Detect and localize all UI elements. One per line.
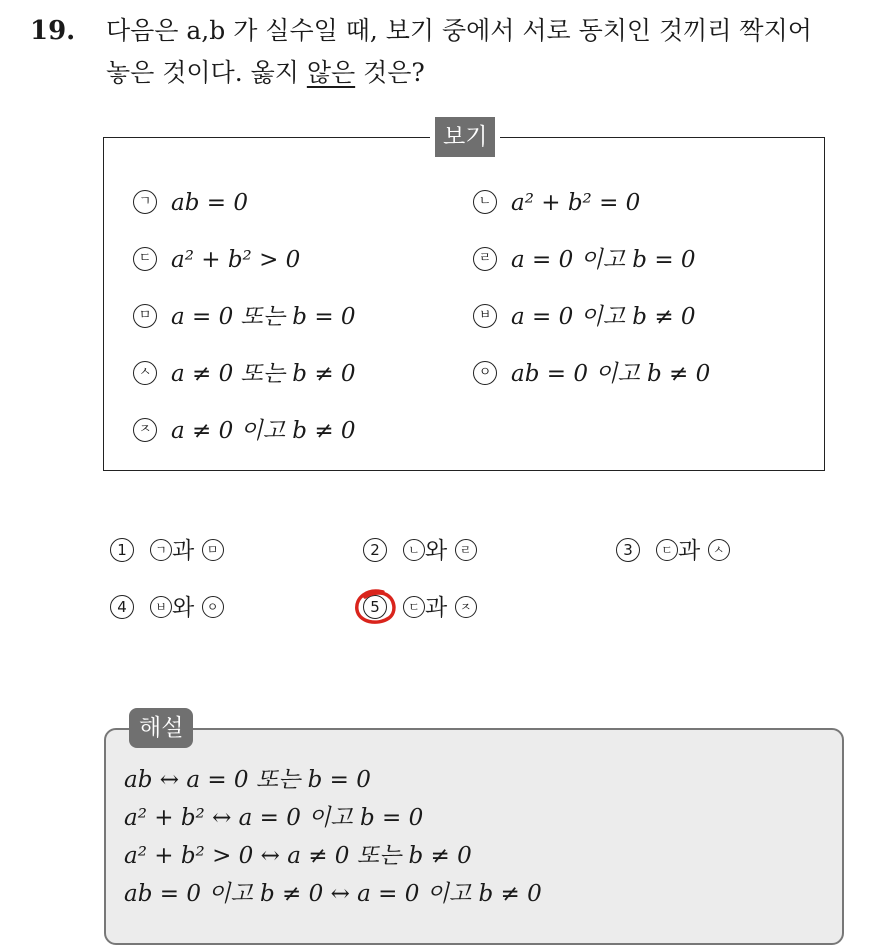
marker-mieum-icon: ㅁ bbox=[202, 539, 224, 561]
choice-4[interactable] bbox=[110, 593, 224, 623]
choice-number-4-icon: 4 bbox=[110, 595, 134, 619]
bogi-item-6 bbox=[473, 302, 696, 332]
marker-ieung-icon: ㅇ bbox=[473, 361, 497, 385]
marker-rieul-icon: ㄹ bbox=[455, 539, 477, 561]
solution-tag: 해설 bbox=[129, 708, 193, 748]
question bbox=[30, 10, 870, 94]
bogi-item-8 bbox=[473, 359, 710, 389]
marker-ieung-icon: ㅇ bbox=[202, 596, 224, 618]
underlined-word: 않은 bbox=[306, 58, 356, 87]
choice-number-3-icon: 3 bbox=[616, 538, 640, 562]
bogi-item-expr: a = 0 또는 b = 0 bbox=[171, 304, 356, 330]
marker-giyeok-icon: ㄱ bbox=[150, 539, 172, 561]
bogi-item-3 bbox=[133, 245, 300, 275]
marker-giyeok-icon: ㄱ bbox=[133, 190, 157, 214]
bogi-tag: 보기 bbox=[430, 117, 500, 157]
choice-number-5-icon: 5 bbox=[363, 595, 387, 619]
choice-conj: 과 bbox=[172, 538, 195, 564]
marker-digeut-icon: ㄷ bbox=[133, 247, 157, 271]
solution-line-2: a² + b² ↔ a = 0 이고 b = 0 bbox=[124, 805, 424, 831]
choice-2[interactable] bbox=[363, 536, 477, 566]
bogi-item-2 bbox=[473, 188, 640, 218]
choice-number-1-icon: 1 bbox=[110, 538, 134, 562]
marker-rieul-icon: ㄹ bbox=[473, 247, 497, 271]
bogi-item-expr: a² + b² > 0 bbox=[171, 247, 301, 273]
bogi-item-9 bbox=[133, 416, 356, 446]
choice-3[interactable] bbox=[616, 536, 730, 566]
question-line-2 bbox=[106, 52, 870, 94]
choice-conj: 과 bbox=[425, 595, 448, 621]
bogi-item-expr: a = 0 이고 b ≠ 0 bbox=[511, 304, 696, 330]
bogi-item-expr: a² + b² = 0 bbox=[511, 190, 641, 216]
choice-conj: 과 bbox=[678, 538, 701, 564]
solution-line-3: a² + b² > 0 ↔ a ≠ 0 또는 b ≠ 0 bbox=[124, 843, 472, 869]
marker-mieum-icon: ㅁ bbox=[133, 304, 157, 328]
marker-jieut-icon: ㅈ bbox=[455, 596, 477, 618]
marker-digeut-icon: ㄷ bbox=[656, 539, 678, 561]
bogi-item-1 bbox=[133, 188, 248, 218]
solution-line-1: ab ↔ a = 0 또는 b = 0 bbox=[124, 767, 371, 793]
question-line-2-post: 것은? bbox=[355, 58, 425, 87]
bogi-item-7 bbox=[133, 359, 356, 389]
solution-box bbox=[104, 728, 844, 945]
choice-conj: 와 bbox=[425, 538, 448, 564]
marker-nieun-icon: ㄴ bbox=[403, 539, 425, 561]
bogi-item-expr: a ≠ 0 또는 b ≠ 0 bbox=[171, 361, 356, 387]
choice-number-2-icon: 2 bbox=[363, 538, 387, 562]
marker-jieut-icon: ㅈ bbox=[133, 418, 157, 442]
answer-mark-icon bbox=[353, 588, 399, 628]
bogi-item-expr: ab = 0 이고 b ≠ 0 bbox=[511, 361, 711, 387]
solution-line-4: ab = 0 이고 b ≠ 0 ↔ a = 0 이고 b ≠ 0 bbox=[124, 881, 542, 907]
question-line-2-pre: 놓은 것이다. 옳지 bbox=[106, 58, 307, 87]
question-text bbox=[106, 10, 870, 94]
question-line-1: 다음은 a,b 가 실수일 때, 보기 중에서 서로 동치인 것끼리 짝지어 bbox=[106, 16, 812, 45]
bogi-item-expr: a = 0 이고 b = 0 bbox=[511, 247, 696, 273]
choice-conj: 와 bbox=[172, 595, 195, 621]
marker-bieup-icon: ㅂ bbox=[473, 304, 497, 328]
marker-siot-icon: ㅅ bbox=[708, 539, 730, 561]
marker-digeut-icon: ㄷ bbox=[403, 596, 425, 618]
bogi-item-expr: a ≠ 0 이고 b ≠ 0 bbox=[171, 418, 356, 444]
question-number: 19. bbox=[30, 16, 76, 46]
marker-bieup-icon: ㅂ bbox=[150, 596, 172, 618]
marker-siot-icon: ㅅ bbox=[133, 361, 157, 385]
marker-nieun-icon: ㄴ bbox=[473, 190, 497, 214]
bogi-item-expr: ab = 0 bbox=[171, 190, 248, 216]
bogi-item-5 bbox=[133, 302, 356, 332]
bogi-item-4 bbox=[473, 245, 696, 275]
choice-1[interactable] bbox=[110, 536, 224, 566]
